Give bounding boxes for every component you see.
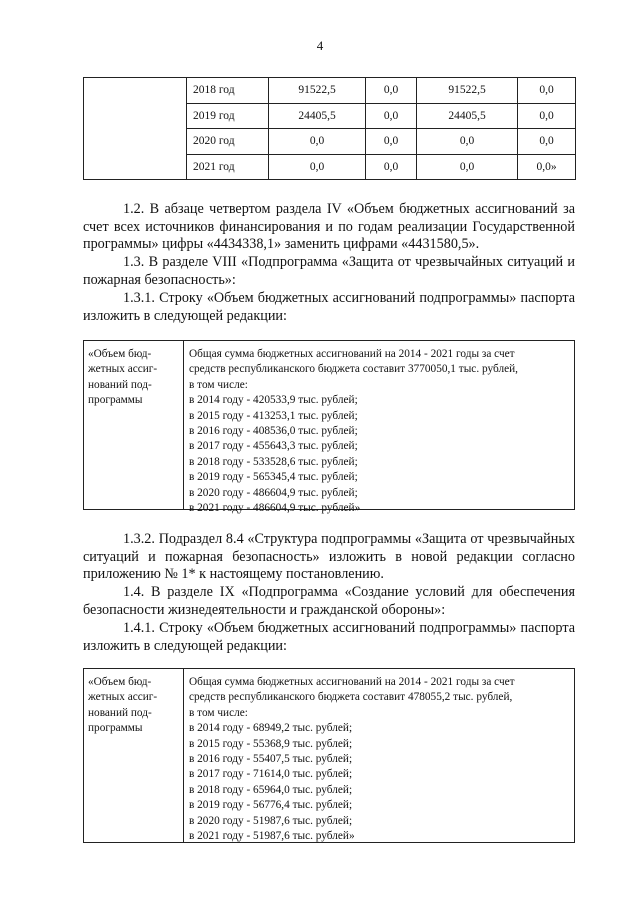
value-cell: 91522,5: [269, 78, 366, 104]
value-cell: 0,0: [417, 129, 518, 155]
empty-cell: [84, 78, 187, 180]
row-content-cell: [184, 669, 574, 842]
row-label-line: «Объем бюд-: [88, 348, 152, 360]
content-line: в 2018 году - 65964,0 тыс. рублей;: [189, 783, 353, 796]
funding-table-continuation: [83, 77, 576, 180]
content-line: в 2014 году - 420533,9 тыс. рублей;: [189, 394, 358, 407]
paragraph-1-3-1: 1.3.1. Строку «Объем бюджетных ассигнований подпрограммы» паспорта изложить в следующей редакции:: [83, 290, 575, 324]
paragraph-1-2: 1.2. В абзаце четвертом раздела IV «Объем бюджетных ассигнований за счет всех источников финансирования и по годам реализации Государственной программы» цифры «4434338,1» заменить цифрами «4431580,5».: [83, 201, 575, 253]
content-line: средств республиканского бюджета составит 3770050,1 тыс. рублей,: [189, 363, 518, 376]
row-label-line: программы: [88, 394, 143, 407]
value-cell: 0,0: [269, 129, 366, 155]
row-label-line: жетных ассиг-: [88, 691, 158, 704]
content-line: в 2019 году - 56776,4 тыс. рублей;: [189, 799, 353, 812]
value-cell: 0,0: [518, 129, 576, 155]
content-line: в 2021 году - 51987,6 тыс. рублей»: [189, 830, 355, 843]
content-line: средств республиканского бюджета составит 478055,2 тыс. рублей,: [189, 691, 513, 704]
row-label-cell: [84, 341, 184, 509]
content-line: Общая сумма бюджетных ассигнований на 2014 - 2021 годы за счет: [189, 348, 515, 360]
row-label-line: нований под-: [88, 706, 152, 719]
value-cell: 0,0: [366, 129, 417, 155]
value-cell: 91522,5: [417, 78, 518, 104]
row-label-line: «Объем бюд-: [88, 676, 152, 688]
row-label-line: нований под-: [88, 378, 152, 391]
content-line: в 2014 году - 68949,2 тыс. рублей;: [189, 722, 353, 735]
content-line: в 2016 году - 55407,5 тыс. рублей;: [189, 753, 353, 766]
budget-row-box-1: [83, 340, 575, 515]
row-label-line: программы: [88, 722, 143, 735]
paragraph-1-3-2: 1.3.2. Подраздел 8.4 «Структура подпрограммы «Защита от чрезвычайных ситуаций и пожарная безопасность» изложить в новой редакции согласно приложению № 1* к настоящему постановлению.: [83, 531, 575, 583]
paragraph-1-4: 1.4. В разделе IX «Подпрограмма «Создание условий для обеспечения безопасности жизнедеятельности и гражданской обороны»:: [83, 584, 575, 618]
value-cell: 24405,5: [269, 103, 366, 129]
row-label-line: жетных ассиг-: [88, 363, 158, 376]
year-cell: 2019 год: [187, 103, 269, 129]
year-cell: 2018 год: [187, 78, 269, 104]
row-content-cell: [184, 341, 574, 515]
value-cell: 0,0: [366, 103, 417, 129]
row-label-cell: [84, 669, 184, 842]
value-cell: 0,0: [518, 103, 576, 129]
content-line: в 2017 году - 455643,3 тыс. рублей;: [189, 440, 358, 453]
content-line: в 2015 году - 55368,9 тыс. рублей;: [189, 737, 353, 750]
table-row: [84, 78, 576, 104]
value-cell: 0,0: [417, 154, 518, 180]
content-line: в 2020 году - 51987,6 тыс. рублей;: [189, 814, 353, 827]
value-cell: 0,0: [518, 78, 576, 104]
content-line: в 2015 году - 413253,1 тыс. рублей;: [189, 409, 358, 422]
content-line: в 2020 году - 486604,9 тыс. рублей;: [189, 486, 358, 499]
value-cell: 0,0: [366, 78, 417, 104]
content-line: в том числе:: [189, 378, 248, 391]
value-cell: 24405,5: [417, 103, 518, 129]
content-line: в 2016 году - 408536,0 тыс. рублей;: [189, 425, 358, 438]
year-cell: 2020 год: [187, 129, 269, 155]
content-line: в 2019 году - 565345,4 тыс. рублей;: [189, 471, 358, 484]
content-line: в 2018 году - 533528,6 тыс. рублей;: [189, 455, 358, 468]
content-line: в 2021 году - 486604,9 тыс. рублей»: [189, 502, 361, 515]
content-line: Общая сумма бюджетных ассигнований на 2014 - 2021 годы за счет: [189, 676, 515, 688]
value-cell: 0,0: [269, 154, 366, 180]
paragraph-1-4-1: 1.4.1. Строку «Объем бюджетных ассигнований подпрограммы» паспорта изложить в следующей редакции:: [83, 620, 575, 654]
budget-row-box-2: [83, 668, 575, 843]
value-cell: 0,0: [366, 154, 417, 180]
content-line: в том числе:: [189, 706, 248, 719]
content-line: в 2017 году - 71614,0 тыс. рублей;: [189, 768, 353, 781]
paragraph-1-3: 1.3. В разделе VIII «Подпрограмма «Защита от чрезвычайных ситуаций и пожарная безопасность»:: [83, 254, 575, 288]
year-cell: 2021 год: [187, 154, 269, 180]
page-number: 4: [316, 38, 324, 53]
value-cell: 0,0»: [518, 154, 576, 180]
